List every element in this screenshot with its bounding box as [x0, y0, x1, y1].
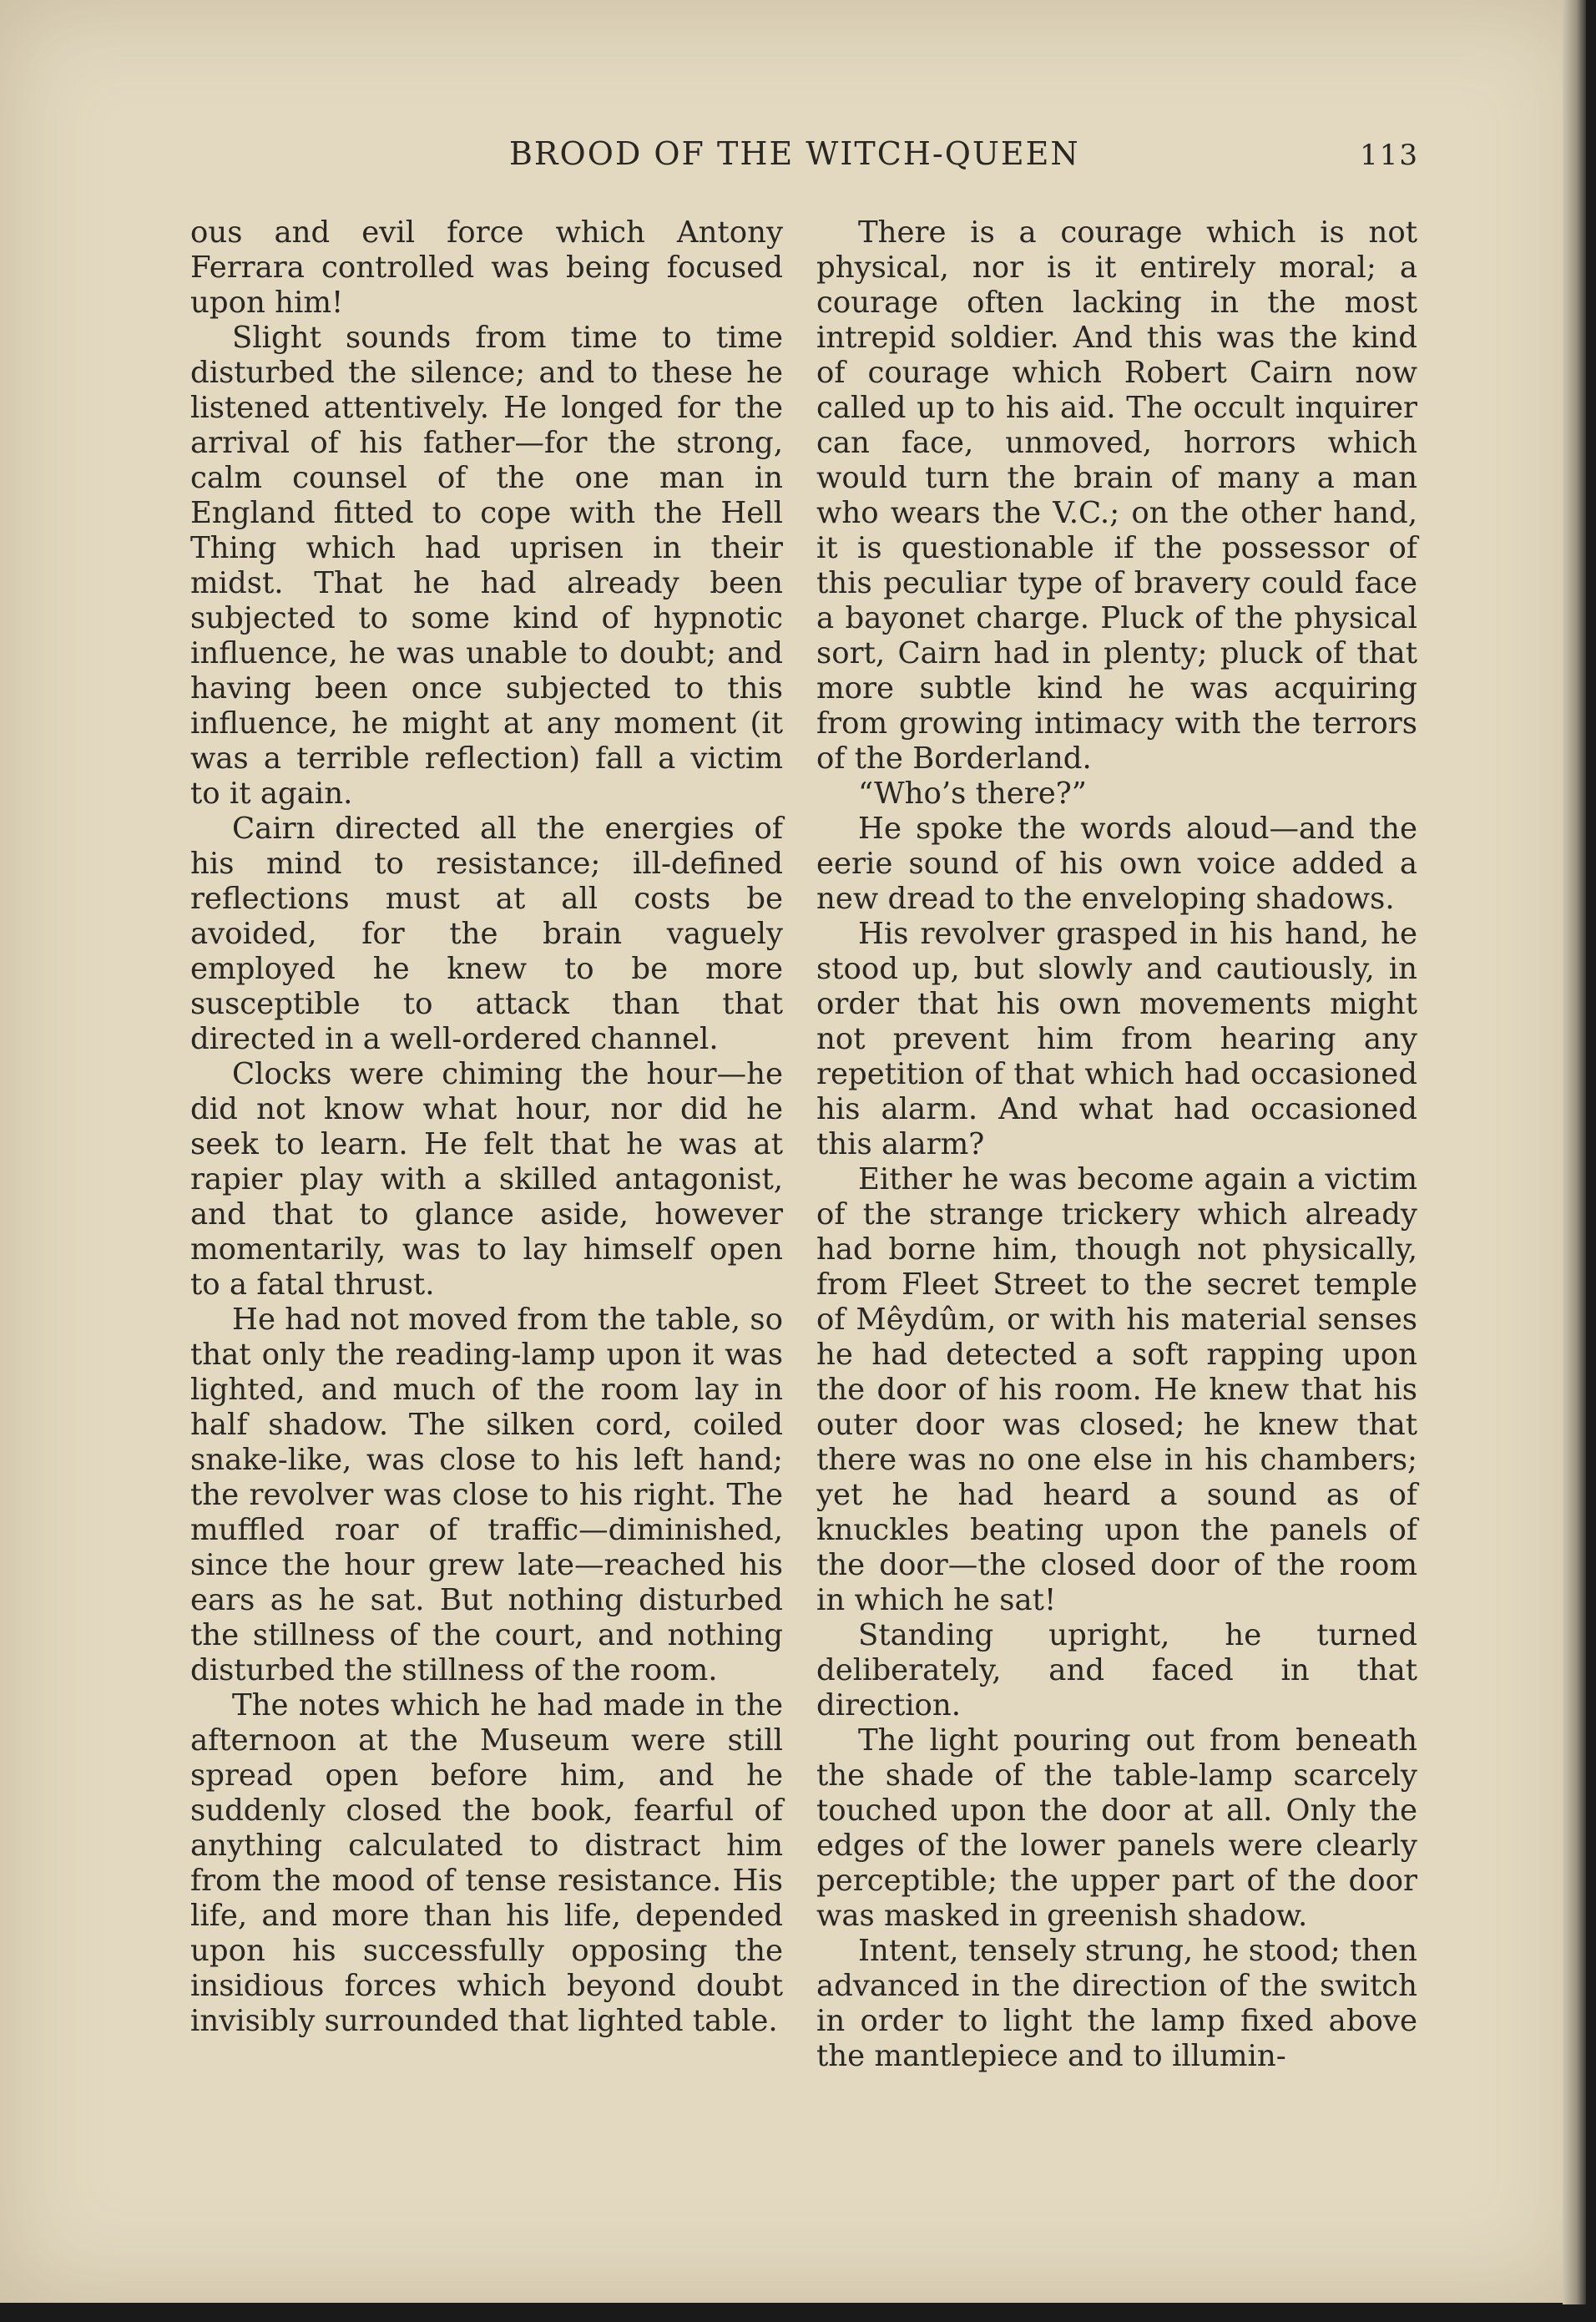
paragraph: There is a courage which is not physical, nor is it entirely moral; a courage often lacking in the most intrepid soldier. And this was the kind of courage which Robert Cairn now called up to his aid. The occult inquirer can face, unmoved, horrors which would turn the brain of many a man who wears the V.C.; on the other hand, it is questionable if the possessor of this peculiar type of bravery could face a bayonet charge. Pluck of the physical sort, Cairn had in plenty; pluck of that more subtle kind he was acquiring from growing intimacy with the terrors of the Borderland.	[816, 215, 1417, 776]
right-column	[816, 215, 1417, 2074]
paragraph: He spoke the words aloud—and the eerie sound of his own voice added a new dread to the enveloping shadows.	[816, 812, 1417, 916]
running-head	[192, 135, 1419, 185]
paragraph: Intent, tensely strung, he stood; then advanced in the direction of the switch in order to light the lamp fixed above the mantlepiece and to illumin-	[816, 1934, 1417, 2073]
paragraph: ous and evil force which Antony Ferrara controlled was being focused upon him!	[190, 215, 783, 320]
page-number: 113	[1360, 139, 1419, 172]
running-title: BROOD OF THE WITCH-QUEEN	[509, 135, 1080, 172]
paragraph: Cairn directed all the energies of his mind to resistance; ill-defined reflections must at all costs be avoided, for the brain vaguely employed he knew to be more susceptible to attack than that directed in a well-ordered channel.	[190, 812, 783, 1056]
paragraph: “Who’s there?”	[858, 777, 1087, 811]
paragraph: Either he was become again a victim of the strange trickery which already had borne him, though not physically, from Fleet Street to the secret temple of Mêydûm, or with his material senses he had detected a soft rapping upon the door of his room. He knew that his outer door was closed; he knew that there was no one else in his chambers; yet he had heard a sound as of knuckles beating upon the panels of the door—the closed door of the room in which he sat!	[816, 1162, 1417, 1617]
page-edge	[1563, 0, 1586, 2304]
paragraph: The light pouring out from beneath the shade of the table-lamp scarcely touched upon the door at all. Only the edges of the lower panels were clearly perceptible; the upper part of the door was masked in greenish shadow.	[816, 1723, 1417, 1933]
paragraph: His revolver grasped in his hand, he stood up, but slowly and cautiously, in order that his own movements might not prevent him from hearing any repetition of that which had occasioned his alarm. And what had occasioned this alarm?	[816, 917, 1417, 1161]
left-column	[190, 215, 783, 2039]
paragraph: The notes which he had made in the afternoon at the Museum were still spread open before him, and he suddenly closed the book, fearful of anything calculated to distract him from the mood of tense resistance. His life, and more than his life, depended upon his successfully opposing the insidious forces which beyond doubt invisibly surrounded that lighted table.	[190, 1688, 783, 2038]
paragraph: Clocks were chiming the hour—he did not know what hour, nor did he seek to learn. He felt that he was at rapier play with a skilled antagonist, and that to glance aside, however momentarily, was to lay himself open to a fatal thrust.	[190, 1057, 783, 1302]
paragraph: He had not moved from the table, so that only the reading-lamp upon it was lighted, and much of the room lay in half shadow. The silken cord, coiled snake-like, was close to his left hand; the revolver was close to his right. The muffled roar of traffic—diminished, since the hour grew late—reached his ears as he sat. But nothing disturbed the stillness of the court, and nothing disturbed the stillness of the room.	[190, 1303, 783, 1687]
paragraph: Standing upright, he turned deliberately, and faced in that direction.	[816, 1618, 1417, 1723]
paragraph: Slight sounds from time to time disturbed the silence; and to these he listened attentively. He longed for the arrival of his father—for the strong, calm counsel of the one man in England fitted to cope with the Hell Thing which had uprisen in their midst. That he had already been subjected to some kind of hypnotic influence, he was unable to doubt; and having been once subjected to this influence, he might at any moment (it was a terrible reflection) fall a victim to it again.	[190, 321, 783, 811]
